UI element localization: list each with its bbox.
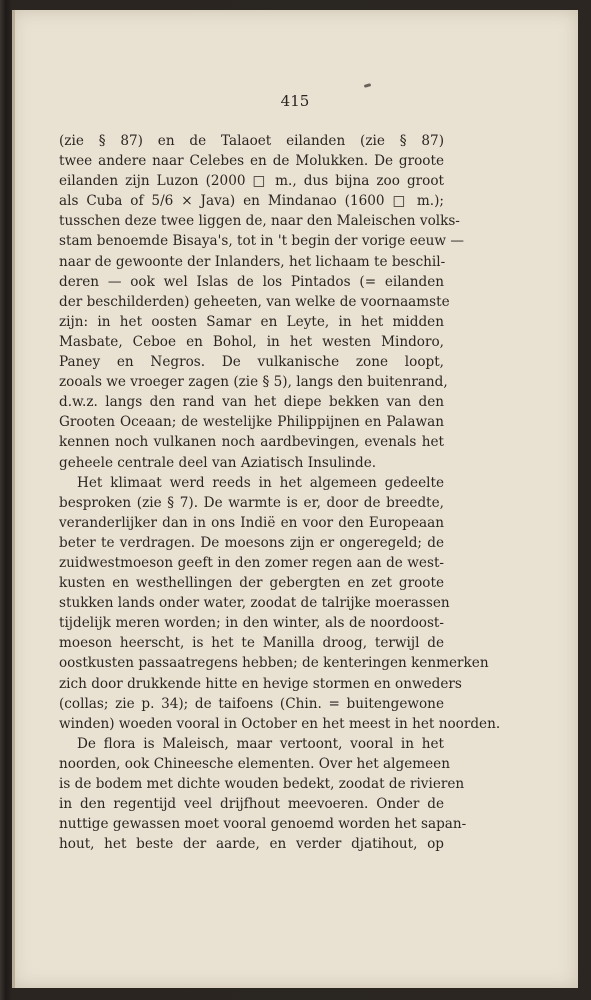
text-line: geheele centrale deel van Aziatisch Insulinde.: [59, 454, 377, 471]
text-line: Het klimaat werd reeds in het algemeen gedeelte: [77, 474, 444, 491]
text-line: twee andere naar Celebes en de Molukken. De groote: [59, 153, 444, 170]
text-line: als Cuba of 5/6 × Java) en Mindanao (1600 □ m.);: [59, 193, 444, 210]
text-line: stam benoemde Bisaya's, tot in 't begin der vorige eeuw —: [59, 233, 464, 250]
text-line: is de bodem met dichte wouden bedekt, zoodat de rivieren: [59, 776, 465, 792]
text-line: (collas; zie p. 34); de taifoens (Chin. = buitengewone: [59, 695, 444, 712]
text-line: deren — ook wel Islas de los Pintados (= eilanden: [59, 273, 444, 290]
text-line: moeson heerscht, is het te Manilla droog, terwijl de: [59, 635, 444, 652]
text-line: (zie § 87) en de Talaoet eilanden (zie § 87): [59, 133, 444, 149]
text-line: noorden, ook Chineesche elementen. Over het algemeen: [59, 755, 450, 772]
text-line: kusten en westhellingen der gebergten en zet groote: [59, 575, 444, 592]
text-line: Masbate, Ceboe en Bohol, in het westen Mindoro,: [59, 333, 444, 350]
text-line: d.w.z. langs den rand van het diepe bekken van den: [59, 394, 444, 411]
text-line: veranderlijker dan in ons Indië en voor den Europeaan: [59, 514, 444, 531]
text-line: winden) woeden vooral in October en het meest in het noorden.: [59, 715, 501, 732]
text-line: tusschen deze twee liggen de, naar den Maleischen volks-: [59, 213, 460, 230]
text-line: zijn: in het oosten Samar en Leyte, in het midden: [59, 313, 444, 330]
text-line: naar de gewoonte der Inlanders, het lichaam te beschil-: [59, 253, 446, 270]
ink-mark: [364, 83, 372, 88]
text-line: der beschilderden) geheeten, van welke de voornaamste: [59, 293, 450, 310]
text-line: Grooten Oceaan; de westelijke Philippijnen en Palawan: [59, 414, 444, 431]
text-line: nuttige gewassen moet vooral genoemd worden het sapan-: [59, 816, 467, 833]
text-line: hout, het beste der aarde, en verder djatihout, op: [59, 836, 444, 853]
text-line: zuidwestmoeson geeft in den zomer regen aan de west-: [59, 554, 444, 571]
text-line: eilanden zijn Luzon (2000 □ m., dus bijna zoo groot: [59, 173, 444, 190]
text-line: stukken lands onder water, zoodat de talrijke moerassen: [59, 595, 450, 612]
text-line: beter te verdragen. De moesons zijn er ongeregeld; de: [59, 534, 444, 551]
text-line: tijdelijk meren worden; in den winter, als de noordoost-: [59, 615, 444, 632]
body-text: [59, 131, 501, 854]
text-line: Paney en Negros. De vulkanische zone loopt,: [59, 354, 444, 371]
text-line: kennen noch vulkanen noch aardbevingen, evenals het: [59, 434, 444, 451]
text-line: zooals we vroeger zagen (zie § 5), langs den buitenrand,: [59, 374, 448, 391]
text-line: De flora is Maleisch, maar vertoont, vooral in het: [77, 735, 444, 752]
book-page: [12, 10, 578, 988]
page-number: 415: [280, 92, 310, 110]
text-line: oostkusten passaatregens hebben; de kenteringen kenmerken: [59, 655, 489, 672]
page-spine-edge: [12, 10, 15, 988]
text-line: zich door drukkende hitte en hevige stormen en onweders: [59, 675, 462, 692]
text-line: besproken (zie § 7). De warmte is er, door de breedte,: [59, 494, 444, 511]
text-line: in den regentijd veel drijfhout meevoeren. Onder de: [59, 796, 444, 813]
